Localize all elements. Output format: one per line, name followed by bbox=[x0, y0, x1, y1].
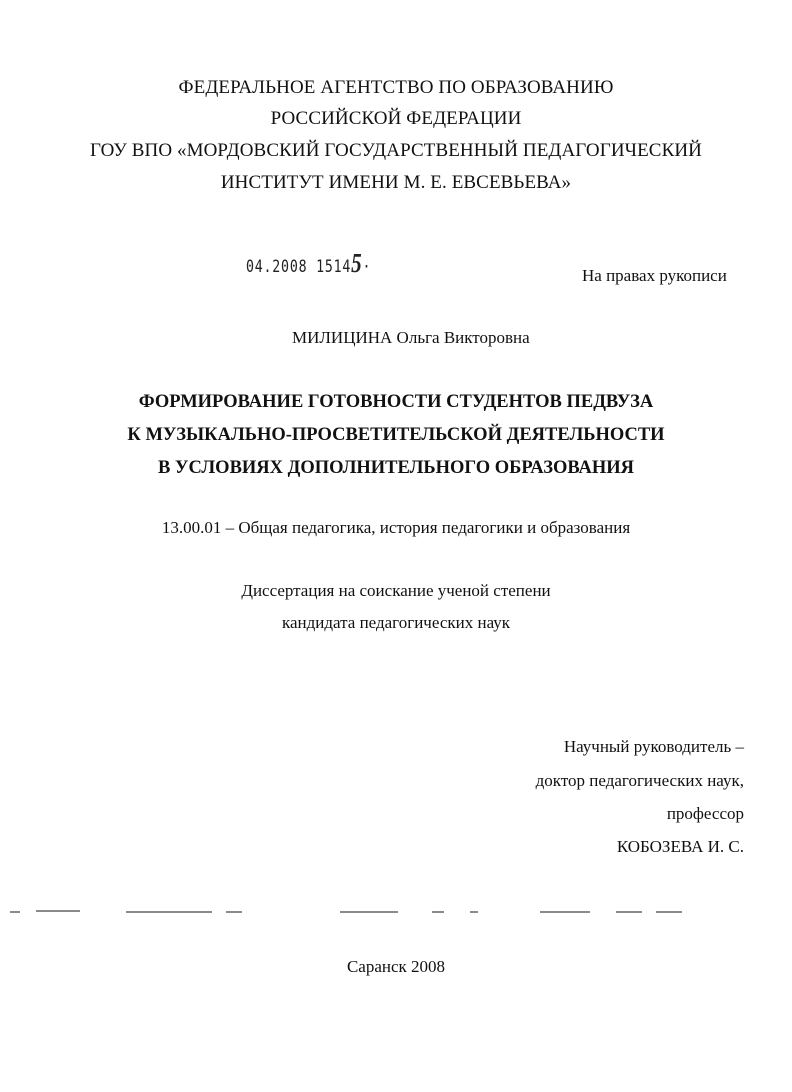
rights-note: На правах рукописи bbox=[582, 266, 727, 285]
specialty-code: 13.00.01 – Общая педагогика, история педагогики и образования bbox=[161, 518, 631, 537]
header-institute-name: ИНСТИТУТ ИМЕНИ М. Е. ЕВСЕВЬЕВА» bbox=[220, 172, 572, 193]
degree-line-2: кандидата педагогических наук bbox=[281, 613, 511, 632]
dissertation-title-line-3: В УСЛОВИЯХ ДОПОЛНИТЕЛЬНОГО ОБРАЗОВАНИЯ bbox=[157, 458, 635, 478]
author-name: МИЛИЦИНА Ольга Викторовна bbox=[292, 328, 530, 347]
supervisor-role: Научный руководитель – bbox=[563, 737, 744, 756]
stamp-mark: · bbox=[362, 257, 372, 277]
city-year: Саранск 2008 bbox=[346, 957, 446, 976]
supervisor-name: КОБОЗЕВА И. С. bbox=[616, 837, 744, 856]
degree-line-1: Диссертация на соискание ученой степени bbox=[241, 581, 551, 600]
header-institute: ГОУ ВПО «МОРДОВСКИЙ ГОСУДАРСТВЕННЫЙ ПЕДАГОГИЧЕСКИЙ bbox=[89, 140, 702, 161]
supervisor-degree: доктор педагогических наук, bbox=[535, 771, 744, 790]
dissertation-title-line-1: ФОРМИРОВАНИЕ ГОТОВНОСТИ СТУДЕНТОВ ПЕДВУЗА bbox=[138, 392, 654, 412]
header-federation: РОССИЙСКОЙ ФЕДЕРАЦИИ bbox=[270, 108, 522, 129]
header-agency: ФЕДЕРАЛЬНОЕ АГЕНТСТВО ПО ОБРАЗОВАНИЮ bbox=[178, 77, 614, 98]
dissertation-title-line-2: К МУЗЫКАЛЬНО-ПРОСВЕТИТЕЛЬСКОЙ ДЕЯТЕЛЬНОСТИ bbox=[127, 425, 665, 445]
supervisor-title: профессор bbox=[666, 804, 744, 823]
stamp-last-digit: 5 bbox=[351, 248, 363, 278]
library-stamp bbox=[246, 248, 371, 279]
stamp-code: 04.2008 1514 bbox=[246, 257, 352, 277]
